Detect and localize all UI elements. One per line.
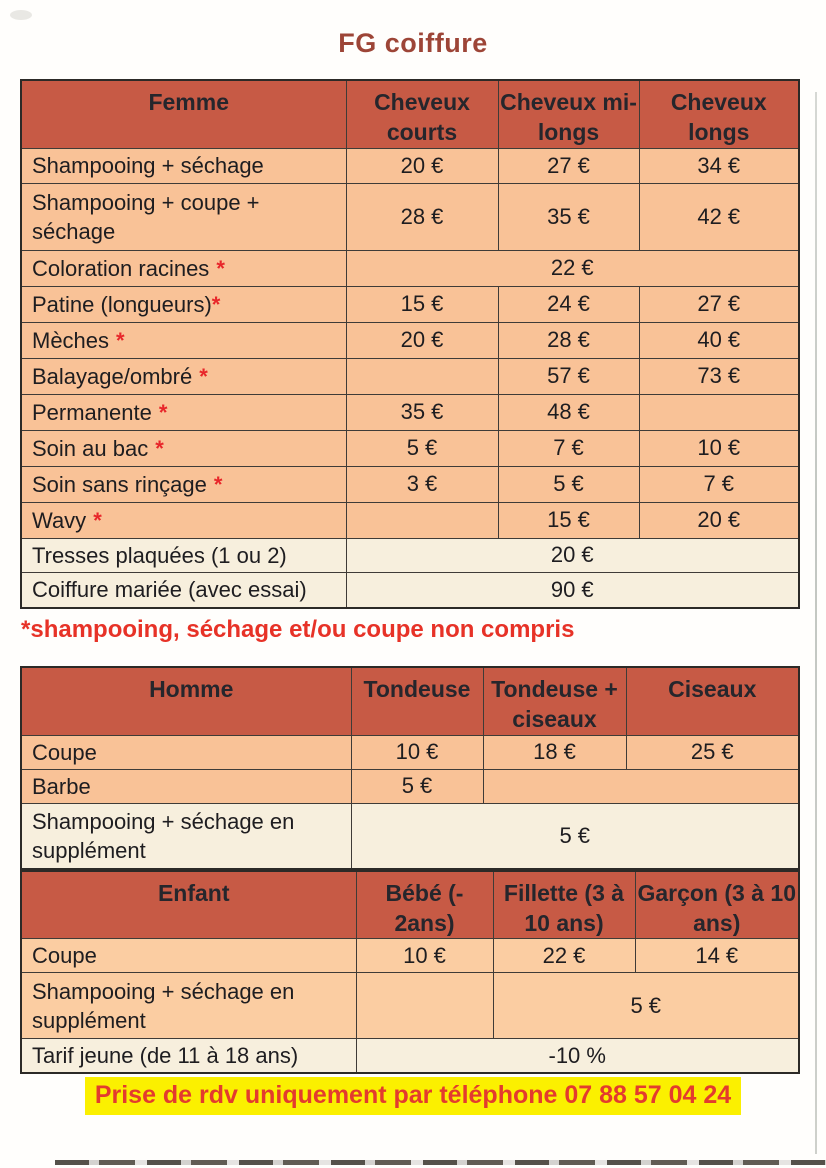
price-cell: 10 € (351, 735, 483, 769)
enfant-section-header: Enfant (21, 871, 356, 939)
service-label-text: Soin sans rinçage (32, 471, 207, 497)
femme-price-table (20, 79, 800, 609)
price-cell: 5 € (351, 769, 483, 803)
service-label: Shampooing + séchage en supplément (21, 973, 356, 1039)
table-row (21, 466, 799, 502)
service-label-text: Permanente (32, 399, 152, 425)
service-label (21, 466, 346, 502)
asterisk-mark: * (158, 399, 168, 425)
price-cell: 10 € (639, 430, 799, 466)
femme-header-row (21, 80, 799, 148)
price-cell: 42 € (639, 183, 799, 250)
table-row (21, 286, 799, 322)
col-header-tondeuse-ciseaux: Tondeuse + ciseaux (483, 667, 626, 735)
price-cell-merged: 20 € (346, 538, 799, 572)
empty-cell (483, 769, 799, 803)
asterisk-footnote: *shampooing, séchage et/ou coupe non compris (21, 616, 575, 643)
empty-cell (346, 358, 498, 394)
service-label: Tresses plaquées (1 ou 2) (21, 538, 346, 572)
service-label (21, 358, 346, 394)
price-cell: 20 € (346, 148, 498, 183)
scan-smudge (10, 10, 32, 20)
service-label-text: Balayage/ombré (32, 363, 193, 389)
price-cell-merged: 5 € (351, 803, 799, 869)
scan-artifact-bottom-line (55, 1160, 826, 1165)
table-row (21, 538, 799, 572)
asterisk-mark: * (213, 471, 223, 497)
empty-cell (356, 973, 493, 1039)
enfant-price-table (20, 870, 800, 1074)
price-cell: 7 € (498, 430, 639, 466)
col-header-fillette: Fillette (3 à 10 ans) (493, 871, 635, 939)
price-cell: 5 € (346, 430, 498, 466)
price-cell: 5 € (498, 466, 639, 502)
col-header-bebe: Bébé (- 2ans) (356, 871, 493, 939)
price-cell: 3 € (346, 466, 498, 502)
service-label: Barbe (21, 769, 351, 803)
price-cell: 73 € (639, 358, 799, 394)
phone-note-highlighted: Prise de rdv uniquement par téléphone 07 88 57 04 24 (85, 1077, 741, 1115)
price-cell: 14 € (635, 939, 799, 973)
price-cell: 20 € (346, 322, 498, 358)
table-row (21, 148, 799, 183)
empty-cell (639, 394, 799, 430)
asterisk-mark: * (216, 255, 225, 281)
col-header-cheveux-courts: Cheveux courts (346, 80, 498, 148)
enfant-header-row (21, 871, 799, 939)
service-label (21, 394, 346, 430)
price-cell-merged: 22 € (346, 250, 799, 286)
service-label-text: Patine (longueurs) (32, 291, 212, 317)
scan-artifact-vertical-line (815, 92, 817, 1154)
price-cell: 15 € (346, 286, 498, 322)
homme-header-row (21, 667, 799, 735)
col-header-ciseaux: Ciseaux (626, 667, 799, 735)
service-label (21, 430, 346, 466)
service-label: Shampooing + séchage en supplément (21, 803, 351, 869)
table-row (21, 735, 799, 769)
col-header-garcon: Garçon (3 à 10 ans) (635, 871, 799, 939)
homme-price-table (20, 666, 800, 870)
price-cell: 27 € (498, 148, 639, 183)
asterisk-mark: * (116, 327, 125, 353)
service-label (21, 286, 346, 322)
price-cell: 57 € (498, 358, 639, 394)
table-row (21, 250, 799, 286)
service-label: Shampooing + séchage (21, 148, 346, 183)
service-label (21, 502, 346, 538)
table-row (21, 394, 799, 430)
asterisk-mark: * (93, 507, 102, 533)
table-row (21, 430, 799, 466)
phone-note-row (0, 1077, 826, 1115)
table-row (21, 183, 799, 250)
price-cell-merged: 90 € (346, 572, 799, 608)
table-row (21, 322, 799, 358)
service-label-text: Wavy (32, 507, 87, 533)
empty-cell (346, 502, 498, 538)
service-label-text: Coloration racines (32, 255, 210, 281)
col-header-cheveux-longs: Cheveux longs (639, 80, 799, 148)
table-row (21, 769, 799, 803)
col-header-tondeuse: Tondeuse (351, 667, 483, 735)
table-row (21, 939, 799, 973)
service-label (21, 322, 346, 358)
price-cell-merged: -10 % (356, 1039, 799, 1074)
table-row (21, 358, 799, 394)
price-cell: 18 € (483, 735, 626, 769)
asterisk-mark: * (199, 363, 208, 389)
asterisk-mark: * (211, 291, 221, 317)
price-cell: 22 € (493, 939, 635, 973)
price-cell: 7 € (639, 466, 799, 502)
price-cell: 35 € (498, 183, 639, 250)
price-cell: 10 € (356, 939, 493, 973)
service-label: Coupe (21, 939, 356, 973)
service-label-text: Soin au bac (32, 435, 149, 461)
service-label: Coiffure mariée (avec essai) (21, 572, 346, 608)
service-label (21, 250, 346, 286)
table-row (21, 973, 799, 1039)
service-label: Tarif jeune (de 11 à 18 ans) (21, 1039, 356, 1074)
price-cell: 48 € (498, 394, 639, 430)
col-header-cheveux-mi-longs: Cheveux mi-longs (498, 80, 639, 148)
table-row (21, 502, 799, 538)
table-row (21, 572, 799, 608)
femme-section-header: Femme (21, 80, 346, 148)
price-cell: 28 € (498, 322, 639, 358)
price-cell: 15 € (498, 502, 639, 538)
service-label: Coupe (21, 735, 351, 769)
asterisk-mark: * (155, 435, 164, 461)
price-cell: 24 € (498, 286, 639, 322)
table-row (21, 803, 799, 869)
page-title: FG coiffure (338, 28, 488, 58)
table-row (21, 1039, 799, 1074)
service-label-text: Mèches (32, 327, 110, 353)
price-cell: 28 € (346, 183, 498, 250)
price-cell: 20 € (639, 502, 799, 538)
price-cell: 27 € (639, 286, 799, 322)
price-cell-merged: 5 € (493, 973, 799, 1039)
homme-section-header: Homme (21, 667, 351, 735)
price-cell: 40 € (639, 322, 799, 358)
price-cell: 25 € (626, 735, 799, 769)
price-cell: 35 € (346, 394, 498, 430)
price-cell: 34 € (639, 148, 799, 183)
service-label: Shampooing + coupe + séchage (21, 183, 346, 250)
